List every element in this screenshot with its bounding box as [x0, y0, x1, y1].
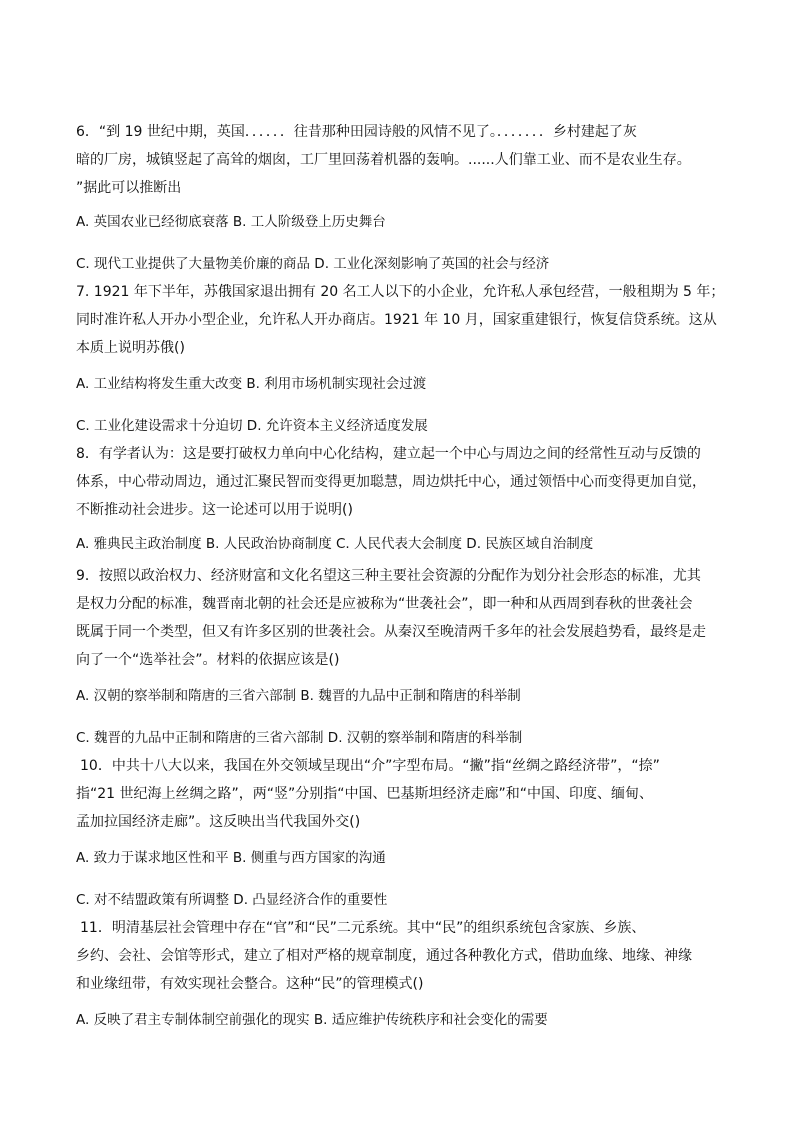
- q7-options-ab: A. 工业结构将发生重大改变 B. 利用市场机制实现社会过渡: [76, 376, 427, 392]
- q9-options-ab: A. 汉朝的察举制和隋唐的三省六部制 B. 魏晋的九品中正制和隋唐的科举制: [76, 688, 521, 704]
- q11-stem-line-1: 11．明清基层社会管理中存在“官”和“民”二元系统。其中“民”的组织系统包含家族、乡族、: [80, 920, 646, 936]
- q11-options-ab: A. 反映了君主专制体制空前强化的现实 B. 适应维护传统秩序和社会变化的需要: [76, 1012, 548, 1028]
- q10-stem-line-1: 10．中共十八大以来，我国在外交领域呈现出“介”字型布局。“撇”指“丝绸之路经济带”，“捺”: [80, 758, 660, 774]
- q7-stem-line-2: 同时准许私人开办小型企业，允许私人开办商店。1921 年 10 月，国家重建银行，恢复信贷系统。这从: [76, 312, 717, 328]
- q10-stem-line-3: 孟加拉国经济走廊”。这反映出当代我国外交(): [76, 814, 361, 830]
- q6-options-cd: C. 现代工业提供了大量物美价廉的商品 D. 工业化深刻影响了英国的社会与经济: [76, 256, 550, 272]
- q11-stem-line-3: 和业缘纽带，有效实现社会整合。这种“民”的管理模式(): [76, 976, 424, 992]
- q6-stem-line-1: 6．“到 19 世纪中期，英国．．．．．．往昔那种田园诗般的风情不见了。．．．．．．．乡村建起了灰: [76, 124, 637, 140]
- q9-stem-line-3: 既属于同一个类型，但又有许多区别的世袭社会。从秦汉至晚清两千多年的社会发展趋势看，最终是走: [76, 624, 706, 640]
- q11-stem-line-2: 乡约、会社、会馆等形式，建立了相对严格的规章制度，通过各种教化方式，借助血缘、地缘、神缘: [76, 948, 692, 964]
- q10-stem-line-2: 指“21 世纪海上丝绸之路”，两“竖”分别指“中国、巴基斯坦经济走廊”和“中国、印度、缅甸、: [76, 786, 654, 802]
- q9-stem-line-2: 是权力分配的标准，魏晋南北朝的社会还是应被称为“世袭社会”，即一种和从西周到春秋的世袭社会: [76, 596, 693, 612]
- q8-options-abcd: A. 雅典民主政治制度 B. 人民政治协商制度 C. 人民代表大会制度 D. 民族区域自治制度: [76, 536, 594, 552]
- q9-stem-line-4: 向了一个“选举社会”。材料的依据应该是(): [76, 652, 340, 668]
- q7-stem-line-3: 本质上说明苏俄(): [76, 340, 185, 356]
- q8-stem-line-2: 体系，中心带动周边，通过汇聚民智而变得更加聪慧，周边烘托中心，通过领悟中心而变得更加自觉，: [76, 474, 706, 490]
- q9-stem-line-1: 9．按照以政治权力、经济财富和文化名望这三种主要社会资源的分配作为划分社会形态的标准，尤其: [76, 568, 701, 584]
- q10-options-ab: A. 致力于谋求地区性和平 B. 侧重与西方国家的沟通: [76, 850, 386, 866]
- q9-options-cd: C. 魏晋的九品中正制和隋唐的三省六部制 D. 汉朝的察举制和隋唐的科举制: [76, 730, 523, 746]
- q8-stem-line-3: 不断推动社会进步。这一论述可以用于说明(): [76, 502, 353, 518]
- q8-stem-line-1: 8．有学者认为：这是要打破权力单向中心化结构，建立起一个中心与周边之间的经常性互动与反馈的: [76, 446, 701, 462]
- q6-stem-line-3: ”据此可以推断出: [76, 180, 182, 196]
- q6-options-ab: A. 英国农业已经彻底衰落 B. 工人阶级登上历史舞台: [76, 214, 386, 230]
- q7-stem-line-1: 7. 1921 年下半年，苏俄国家退出拥有 20 名工人以下的小企业，允许私人承包经营，一般租期为 5 年；: [76, 284, 725, 300]
- q10-options-cd: C. 对不结盟政策有所调整 D. 凸显经济合作的重要性: [76, 892, 388, 908]
- q6-stem-line-2: 暗的厂房，城镇竖起了高耸的烟囱，工厂里回荡着机器的轰响。......人们靠工业、而不是农业生存。: [76, 152, 691, 168]
- q7-options-cd: C. 工业化建设需求十分迫切 D. 允许资本主义经济适度发展: [76, 418, 428, 434]
